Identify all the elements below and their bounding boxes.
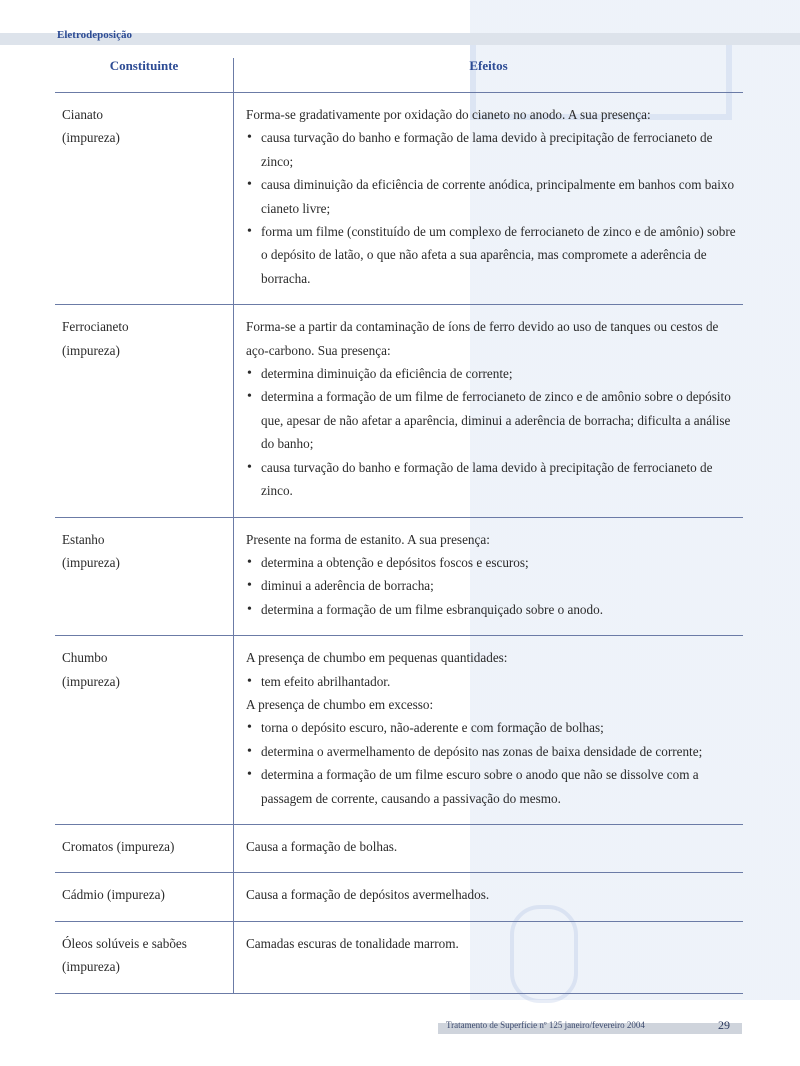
effects-intro: A presença de chumbo em excesso: <box>246 696 434 712</box>
effect-item: • determina a formação de um filme de ferrocianeto de zinco e de amônio sobre o depósito que, apesar de não afetar a aparência, diminui a aderência de borracha; dificulta a análise do banho; <box>246 385 743 455</box>
effect-item: • causa turvação do banho e formação de lama devido à precipitação de ferrocianeto de zinco. <box>246 456 743 503</box>
footer-citation: Tratamento de Superfície nº 125 janeiro/fevereiro 2004 <box>446 1020 645 1030</box>
effect-item: • determina a formação de um filme esbranquiçado sobre o anodo. <box>246 598 743 621</box>
effect-item: • tem efeito abrilhantador. <box>246 670 743 693</box>
header-constituinte: Constituinte <box>55 58 234 93</box>
effects-cell <box>234 305 744 517</box>
constituent-line: Ferrocianeto <box>62 319 129 335</box>
effect-item: • causa diminuição da eficiência de corrente anódica, principalmente em banhos com baixo cianeto livre; <box>246 173 743 220</box>
effect-item: • torna o depósito escuro, não-aderente e com formação de bolhas; <box>246 716 743 739</box>
constituent-line: (impureza) <box>62 673 120 689</box>
effects-intro: Forma-se gradativamente por oxidação do cianeto no anodo. A sua presença: <box>246 107 651 122</box>
constituent-line: Cádmio (impureza) <box>62 887 165 903</box>
section-title: Eletrodeposição <box>57 29 132 41</box>
table-row <box>55 517 743 636</box>
constituent-cell <box>55 921 234 993</box>
constituent-line: Chumbo <box>62 650 108 666</box>
effects-list <box>246 716 743 810</box>
effects-intro: Forma-se a partir da contaminação de íons de ferro devido ao uso de tanques ou cestos de aço-carbono. Sua presença: <box>246 319 719 358</box>
constituent-cell <box>55 305 234 517</box>
effects-cell <box>234 921 744 993</box>
constituent-cell <box>55 93 234 305</box>
effects-list <box>246 362 743 502</box>
effects-intro: Causa a formação de depósitos avermelhados. <box>246 887 490 903</box>
effects-table <box>55 58 743 994</box>
constituent-cell <box>55 824 234 872</box>
effect-item: • determina a obtenção e depósitos foscos e escuros; <box>246 551 743 574</box>
effects-cell <box>234 636 744 825</box>
constituent-line: (impureza) <box>62 554 120 570</box>
effects-intro: Presente na forma de estanito. A sua presença: <box>246 531 490 547</box>
constituent-line: Cromatos (impureza) <box>62 838 175 854</box>
table-row <box>55 636 743 825</box>
table-row <box>55 305 743 517</box>
effect-item: • determina diminuição da eficiência de corrente; <box>246 362 743 385</box>
constituent-line: Óleos solúveis e sabões <box>62 935 187 951</box>
effects-intro: Causa a formação de bolhas. <box>246 838 398 854</box>
effects-intro: A presença de chumbo em pequenas quantidades: <box>246 650 508 666</box>
constituent-cell <box>55 636 234 825</box>
effect-item: • forma um filme (constituído de um complexo de ferrocianeto de zinco e de amônio) sobre o depósito de latão, o que não afeta a sua aparência, mas compromete a aderência de borracha. <box>246 220 743 290</box>
constituent-line: (impureza) <box>62 959 120 975</box>
effects-cell <box>234 93 744 305</box>
table-row <box>55 873 743 921</box>
table-row <box>55 921 743 993</box>
header-efeitos: Efeitos <box>234 58 744 93</box>
constituent-line: Estanho <box>62 531 105 547</box>
constituent-line: (impureza) <box>62 130 120 146</box>
effects-list <box>246 551 743 621</box>
effect-item: • determina a formação de um filme escuro sobre o anodo que não se dissolve com a passagem de corrente, causando a passivação do mesmo. <box>246 763 743 810</box>
table-row <box>55 824 743 872</box>
page-number: 29 <box>718 1018 730 1032</box>
effect-item: • diminui a aderência de borracha; <box>246 574 743 597</box>
effects-cell <box>234 517 744 636</box>
constituent-line: (impureza) <box>62 342 120 358</box>
effects-cell <box>234 824 744 872</box>
effect-item: • causa turvação do banho e formação de lama devido à precipitação de ferrocianeto de zinco; <box>246 126 743 173</box>
constituent-cell <box>55 517 234 636</box>
effect-item: • determina o avermelhamento de depósito nas zonas de baixa densidade de corrente; <box>246 740 743 763</box>
effects-intro: Camadas escuras de tonalidade marrom. <box>246 935 459 951</box>
constituent-cell <box>55 873 234 921</box>
effects-list <box>246 670 743 693</box>
effects-cell <box>234 873 744 921</box>
effects-list <box>246 126 743 290</box>
constituent-line: Cianato <box>62 107 104 122</box>
table-header-row <box>55 58 743 93</box>
table-row <box>55 93 743 305</box>
